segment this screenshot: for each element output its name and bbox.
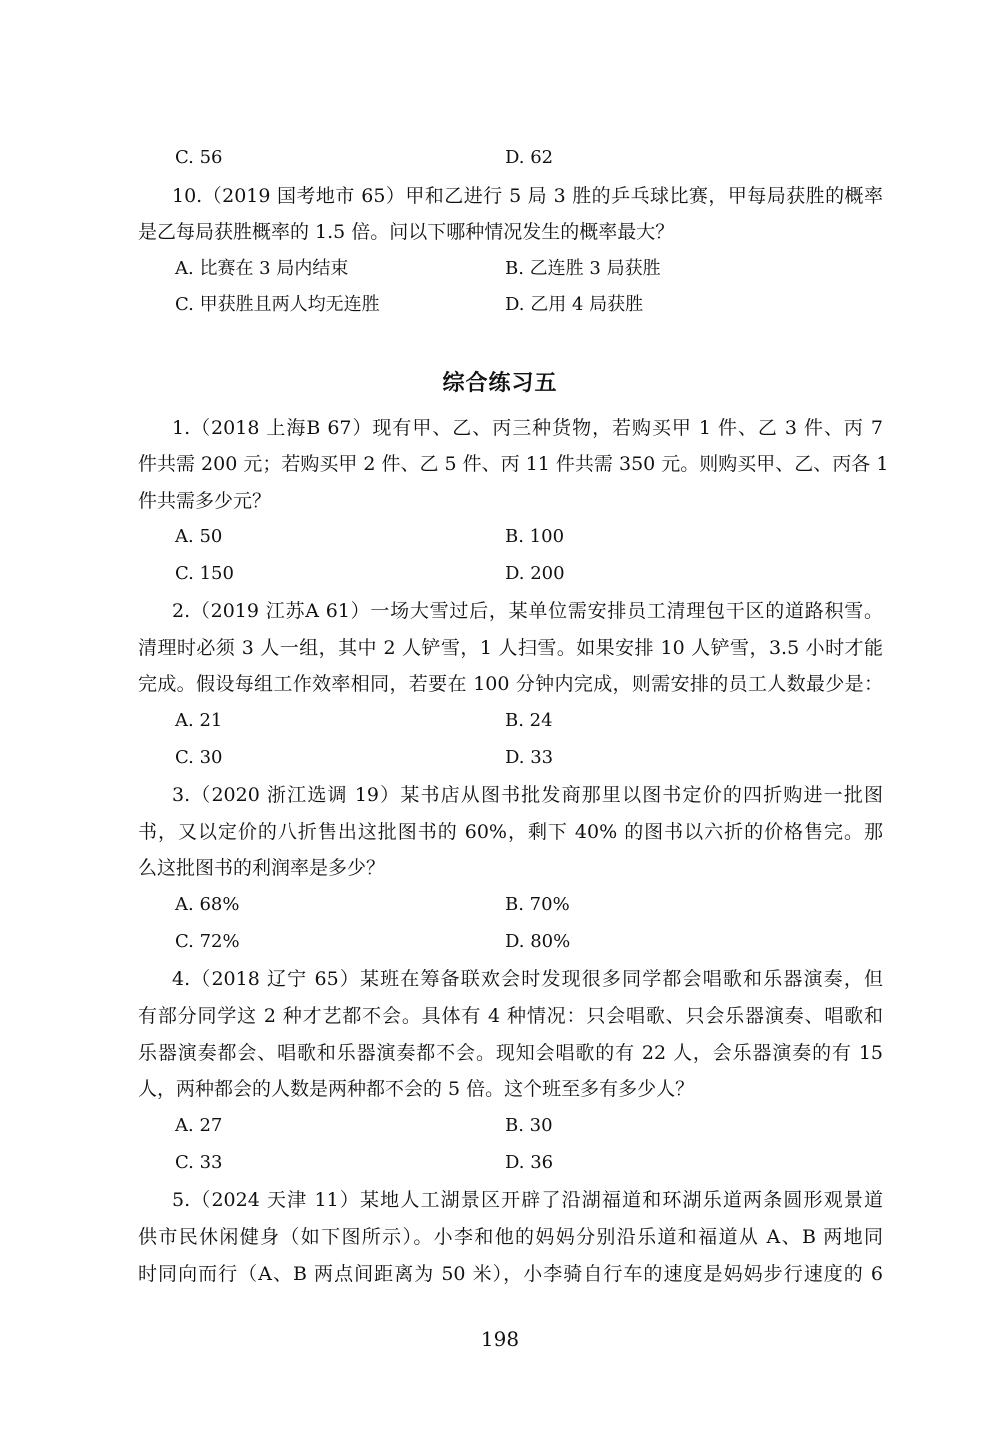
q4-text-line-1: 4.（2018 辽宁 65）某班在筹备联欢会时发现很多同学都会唱歌和乐器演奏，但 bbox=[172, 968, 883, 990]
q3-option-d: D. 80% bbox=[505, 931, 571, 952]
q1-option-b: B. 100 bbox=[505, 526, 565, 547]
q3-option-c: C. 72% bbox=[175, 931, 240, 952]
q2-option-d: D. 33 bbox=[505, 747, 554, 768]
q10-option-a: A. 比赛在 3 局内结束 bbox=[175, 258, 349, 279]
q4-text-line-3: 乐器演奏都会、唱歌和乐器演奏都不会。现知会唱歌的有 22 人，会乐器演奏的有 15 bbox=[138, 1042, 883, 1064]
q2-text-line-3: 完成。假设每组工作效率相同，若要在 100 分钟内完成，则需安排的员工人数最少是： bbox=[138, 673, 883, 695]
q3-text-line-1: 3.（2020 浙江选调 19）某书店从图书批发商那里以图书定价的四折购进一批图 bbox=[172, 784, 883, 806]
q2-option-c: C. 30 bbox=[175, 747, 223, 768]
q2-option-a: A. 21 bbox=[175, 710, 223, 731]
q1-text-line-3: 件共需多少元？ bbox=[138, 490, 272, 512]
q10-text-line-1: 10.（2019 国考地市 65）甲和乙进行 5 局 3 胜的乒乓球比赛，甲每局获胜的概率 bbox=[172, 185, 883, 207]
option-c: C. 56 bbox=[175, 147, 223, 168]
q5-text-line-2: 供市民休闲健身（如下图所示）。小李和他的妈妈分别沿乐道和福道从 A、B 两地同 bbox=[138, 1226, 883, 1248]
q1-option-d: D. 200 bbox=[505, 563, 565, 584]
q1-text-line-2: 件共需 200 元；若购买甲 2 件、乙 5 件、丙 11 件共需 350 元。则购买甲、乙、丙各 1 bbox=[138, 453, 889, 475]
q1-option-a: A. 50 bbox=[175, 526, 223, 547]
q2-option-b: B. 24 bbox=[505, 710, 553, 731]
option-d: D. 62 bbox=[505, 147, 554, 168]
q3-option-b: B. 70% bbox=[505, 894, 570, 915]
q3-text-line-2: 书，又以定价的八折售出这批图书的 60%，剩下 40% 的图书以六折的价格售完。那 bbox=[138, 821, 883, 843]
q4-option-d: D. 36 bbox=[505, 1152, 554, 1173]
q10-text-line-2: 是乙每局获胜概率的 1.5 倍。问以下哪种情况发生的概率最大？ bbox=[138, 221, 675, 243]
q5-text-line-3: 时同向而行（A、B 两点间距离为 50 米），小李骑自行车的速度是妈妈步行速度的 6 bbox=[138, 1263, 883, 1285]
q4-option-c: C. 33 bbox=[175, 1152, 223, 1173]
q2-text-line-1: 2.（2019 江苏A 61）一场大雪过后，某单位需安排员工清理包干区的道路积雪。 bbox=[172, 600, 883, 622]
q5-text-line-1: 5.（2024 天津 11）某地人工湖景区开辟了沿湖福道和环湖乐道两条圆形观景道 bbox=[172, 1189, 883, 1211]
q1-text-line-1: 1.（2018 上海B 67）现有甲、乙、丙三种货物，若购买甲 1 件、乙 3 件、丙 7 bbox=[172, 417, 883, 439]
q10-option-c: C. 甲获胜且两人均无连胜 bbox=[175, 294, 380, 315]
q4-text-line-2: 有部分同学这 2 种才艺都不会。具体有 4 种情况：只会唱歌、只会乐器演奏、唱歌和 bbox=[138, 1005, 883, 1027]
q4-option-b: B. 30 bbox=[505, 1115, 553, 1136]
q3-option-a: A. 68% bbox=[175, 894, 240, 915]
section-title: 综合练习五 bbox=[442, 371, 558, 396]
q2-text-line-2: 清理时必须 3 人一组，其中 2 人铲雪，1 人扫雪。如果安排 10 人铲雪，3.5 小时才能 bbox=[138, 637, 883, 659]
page-number: 198 bbox=[480, 1327, 520, 1351]
q4-option-a: A. 27 bbox=[175, 1115, 223, 1136]
q3-text-line-3: 么这批图书的利润率是多少？ bbox=[138, 857, 386, 879]
q10-option-b: B. 乙连胜 3 局获胜 bbox=[505, 258, 661, 279]
q10-option-d: D. 乙用 4 局获胜 bbox=[505, 294, 644, 315]
q1-option-c: C. 150 bbox=[175, 563, 234, 584]
q4-text-line-4: 人，两种都会的人数是两种都不会的 5 倍。这个班至多有多少人？ bbox=[138, 1078, 695, 1100]
